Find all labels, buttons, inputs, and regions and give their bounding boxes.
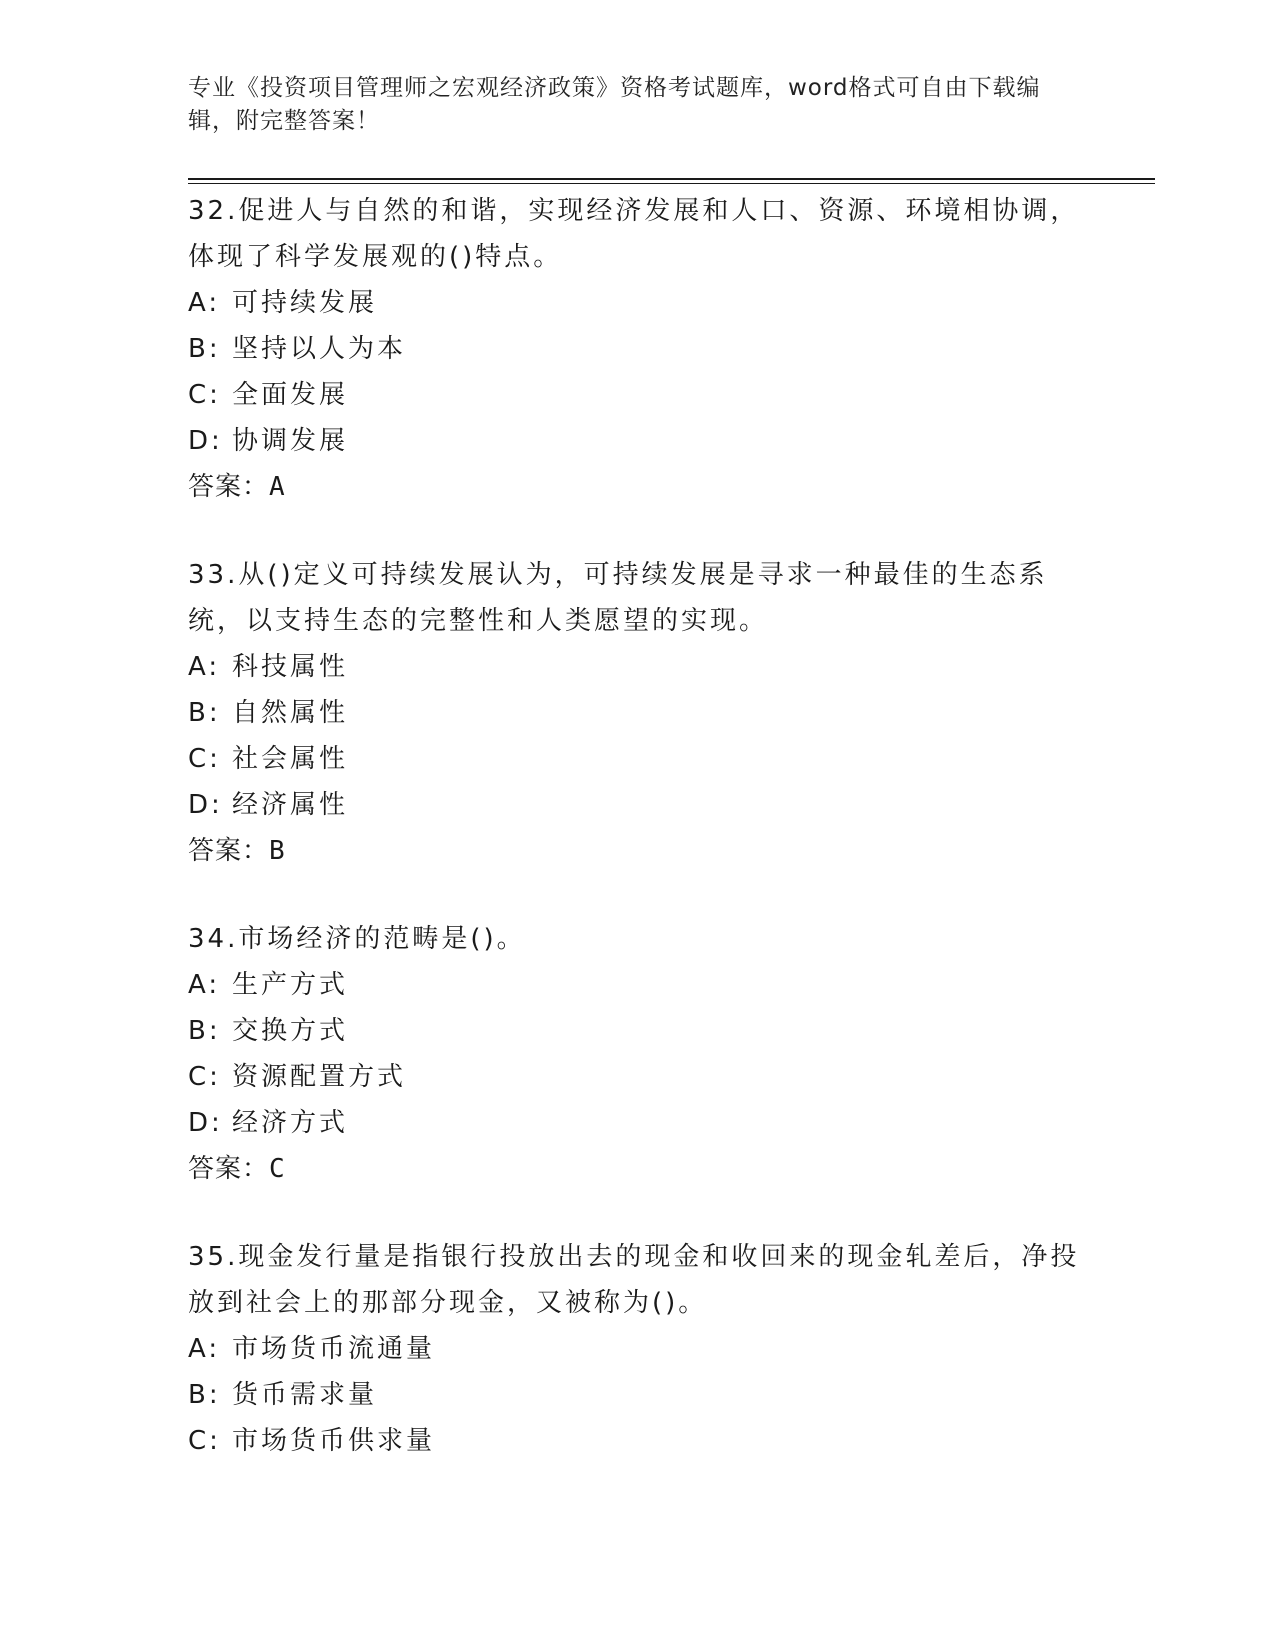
question-34 [188, 916, 1088, 1192]
option-letter: D: [188, 790, 223, 820]
question-32 [188, 188, 1088, 510]
option-letter: B: [188, 1016, 221, 1046]
option-text: 可持续发展 [232, 288, 378, 318]
question-stem: 34.市场经济的范畴是()。 [188, 924, 526, 954]
option-a [188, 644, 1088, 690]
option-a [188, 280, 1088, 326]
option-text: 坚持以人为本 [232, 334, 407, 364]
option-d [188, 1100, 1088, 1146]
option-text: 科技属性 [232, 652, 349, 682]
question-stem: 32.促进人与自然的和谐，实现经济发展和人口、资源、环境相协调，体现了科学发展观的()特点。 [188, 196, 1080, 272]
option-text: 经济属性 [232, 790, 349, 820]
question-33 [188, 552, 1088, 874]
option-letter: A: [188, 652, 221, 682]
header-divider-thin [188, 183, 1155, 184]
question-stem: 35.现金发行量是指银行投放出去的现金和收回来的现金轧差后，净投放到社会上的那部分现金，又被称为()。 [188, 1242, 1080, 1318]
answer-value: B [269, 836, 286, 866]
option-letter: B: [188, 334, 221, 364]
option-text: 市场货币流通量 [232, 1334, 436, 1364]
document-header: 专业《投资项目管理师之宏观经济政策》资格考试题库，word格式可自由下载编辑，附完整答案！ [188, 75, 1041, 134]
option-letter: C: [188, 1426, 221, 1456]
option-text: 市场货币供求量 [232, 1426, 436, 1456]
option-c [188, 1054, 1088, 1100]
option-b [188, 1372, 1088, 1418]
answer-value: A [269, 472, 286, 502]
option-letter: C: [188, 1062, 221, 1092]
option-text: 交换方式 [232, 1016, 349, 1046]
option-text: 协调发展 [232, 426, 349, 456]
header-divider-thick [188, 178, 1155, 180]
option-letter: D: [188, 1108, 223, 1138]
option-a [188, 962, 1088, 1008]
option-c [188, 372, 1088, 418]
answer-line [188, 464, 1088, 510]
option-d [188, 418, 1088, 464]
option-b [188, 326, 1088, 372]
option-c [188, 1418, 1088, 1464]
option-d [188, 782, 1088, 828]
option-letter: A: [188, 288, 221, 318]
option-letter: C: [188, 380, 221, 410]
question-stem: 33.从()定义可持续发展认为，可持续发展是寻求一种最佳的生态系统，以支持生态的完整性和人类愿望的实现。 [188, 560, 1048, 636]
option-b [188, 1008, 1088, 1054]
answer-label: 答案： [188, 472, 270, 502]
question-35 [188, 1234, 1088, 1464]
option-text: 全面发展 [232, 380, 349, 410]
option-text: 社会属性 [232, 744, 349, 774]
answer-label: 答案： [188, 836, 270, 866]
option-text: 货币需求量 [232, 1380, 378, 1410]
answer-label: 答案： [188, 1154, 270, 1184]
option-letter: D: [188, 426, 223, 456]
option-text: 自然属性 [232, 698, 349, 728]
option-text: 资源配置方式 [232, 1062, 407, 1092]
option-a [188, 1326, 1088, 1372]
answer-line [188, 828, 1088, 874]
answer-line [188, 1146, 1088, 1192]
option-letter: A: [188, 1334, 221, 1364]
option-letter: B: [188, 1380, 221, 1410]
option-text: 生产方式 [232, 970, 349, 1000]
option-letter: C: [188, 744, 221, 774]
option-b [188, 690, 1088, 736]
answer-value: C [269, 1154, 286, 1184]
option-text: 经济方式 [232, 1108, 349, 1138]
option-letter: A: [188, 970, 221, 1000]
option-c [188, 736, 1088, 782]
option-letter: B: [188, 698, 221, 728]
